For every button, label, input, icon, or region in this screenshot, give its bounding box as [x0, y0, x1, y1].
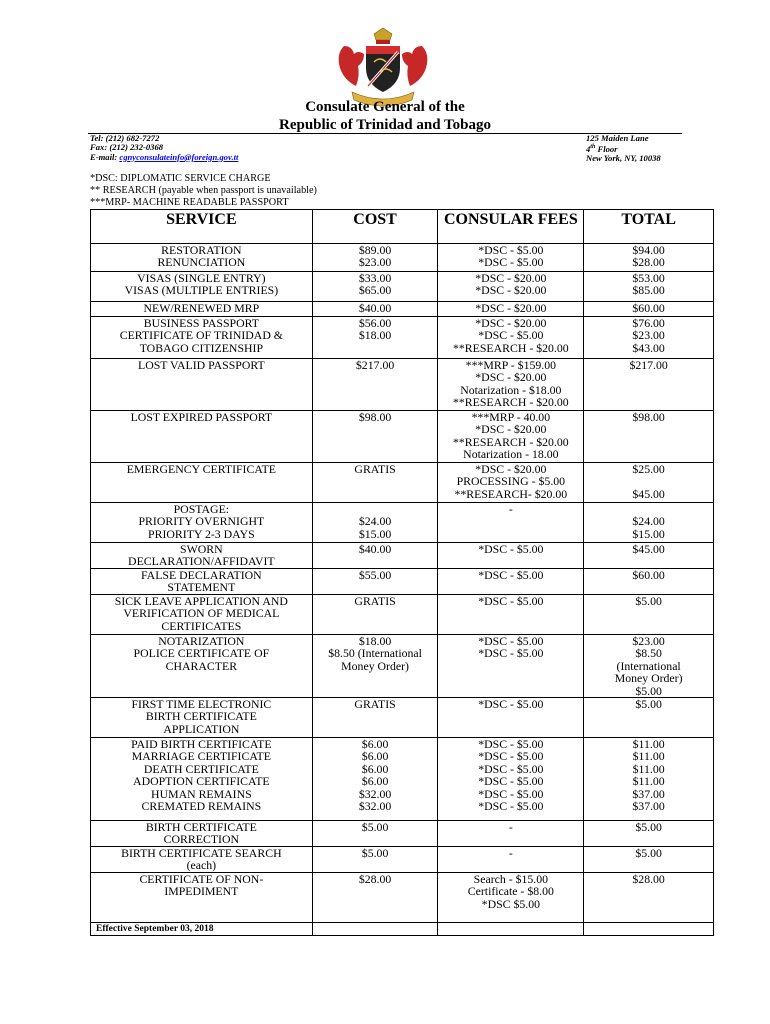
cost-cell: $5.00: [312, 847, 438, 873]
consular-fee-cell: *DSC - $20.00 PROCESSING - $5.00 **RESEARCH- $20.00: [438, 463, 584, 503]
consular-fee-cell: *DSC - $20.00 *DSC - $20.00: [438, 272, 584, 302]
service-cell: SICK LEAVE APPLICATION AND VERIFICATION OF MEDICAL CERTIFICATES: [91, 595, 313, 635]
note-mrp: ***MRP- MACHINE READABLE PASSPORT: [90, 196, 289, 208]
address-block: [586, 134, 661, 164]
email-line: [90, 153, 238, 162]
total-cell: $60.00: [584, 569, 714, 595]
email-label: E-mail:: [90, 151, 118, 162]
total-cell: $28.00: [584, 873, 714, 923]
cost-cell: $6.00 $6.00 $6.00 $6.00 $32.00 $32.00: [312, 738, 438, 821]
total-cell: $94.00 $28.00: [584, 244, 714, 272]
total-cell: $53.00 $85.00: [584, 272, 714, 302]
service-cell: FIRST TIME ELECTRONIC BIRTH CERTIFICATE APPLICATION: [91, 698, 313, 738]
address-line3: New York, NY, 10038: [586, 153, 661, 164]
table-row: [91, 463, 714, 503]
table-row: [91, 698, 714, 738]
consular-fee-cell: *DSC - $5.00 *DSC - $5.00: [438, 244, 584, 272]
consular-fee-cell: *DSC - $5.00: [438, 569, 584, 595]
table-row: [91, 317, 714, 359]
address-line2: 4th Floor: [586, 144, 618, 155]
cost-cell: GRATIS: [312, 698, 438, 738]
abbreviation-notes: [90, 173, 317, 209]
table-footer-row: [91, 923, 714, 936]
consular-fee-cell: *DSC - $5.00: [438, 595, 584, 635]
header-consular-fees: CONSULAR FEES: [438, 210, 584, 244]
service-cell: VISAS (SINGLE ENTRY) VISAS (MULTIPLE ENTRIES): [91, 272, 313, 302]
table-row: [91, 635, 714, 698]
service-cell: SWORN DECLARATION/AFFIDAVIT: [91, 543, 313, 569]
cost-cell: GRATIS: [312, 463, 438, 503]
table-row: [91, 873, 714, 923]
total-cell: $76.00 $23.00 $43.00: [584, 317, 714, 359]
email-link[interactable]: cgnyconsulateinfo@foreign.gov.tt: [119, 151, 239, 162]
service-cell: NOTARIZATION POLICE CERTIFICATE OF CHARACTER: [91, 635, 313, 698]
cost-cell: $217.00: [312, 359, 438, 411]
total-cell: $5.00: [584, 821, 714, 847]
cost-cell: $33.00 $65.00: [312, 272, 438, 302]
consular-fee-cell: *DSC - $5.00: [438, 698, 584, 738]
service-cell: BUSINESS PASSPORT CERTIFICATE OF TRINIDAD & TOBAGO CITIZENSHIP: [91, 317, 313, 359]
total-cell: $60.00: [584, 302, 714, 317]
total-cell: $24.00 $15.00: [584, 503, 714, 543]
consular-fee-cell: *DSC - $5.00 *DSC - $5.00: [438, 635, 584, 698]
table-header-row: [91, 210, 714, 244]
table-row: [91, 411, 714, 463]
table-row: [91, 244, 714, 272]
cost-cell: $55.00: [312, 569, 438, 595]
service-cell: LOST VALID PASSPORT: [91, 359, 313, 411]
document-title-line1: Consulate General of the: [305, 99, 465, 115]
table-row: [91, 847, 714, 873]
total-cell: $23.00 $8.50 (International Money Order) $5.00: [584, 635, 714, 698]
total-cell: $5.00: [584, 595, 714, 635]
table-row: [91, 569, 714, 595]
fee-schedule-table: [90, 209, 714, 936]
cost-cell: $40.00: [312, 302, 438, 317]
total-cell: $45.00: [584, 543, 714, 569]
total-cell: $217.00: [584, 359, 714, 411]
consular-fee-cell: ***MRP - 40.00 *DSC - $20.00 **RESEARCH - $20.00 Notarization - 18.00: [438, 411, 584, 463]
note-dsc: *DSC: DIPLOMATIC SERVICE CHARGE: [90, 173, 271, 184]
service-cell: LOST EXPIRED PASSPORT: [91, 411, 313, 463]
cost-cell: $18.00 $8.50 (International Money Order): [312, 635, 438, 698]
service-cell: PAID BIRTH CERTIFICATE MARRIAGE CERTIFICATE DEATH CERTIFICATE ADOPTION CERTIFICATE HUMAN REMAINS CREMATED REMAINS: [91, 738, 313, 821]
service-cell: POSTAGE: PRIORITY OVERNIGHT PRIORITY 2-3 DAYS: [91, 503, 313, 543]
consular-fee-cell: *DSC - $5.00 *DSC - $5.00 *DSC - $5.00 *DSC - $5.00 *DSC - $5.00 *DSC - $5.00: [438, 738, 584, 821]
consular-fee-cell: *DSC - $20.00 *DSC - $5.00 **RESEARCH - $20.00: [438, 317, 584, 359]
cost-cell: $40.00: [312, 543, 438, 569]
cost-cell: $98.00: [312, 411, 438, 463]
table-row: [91, 738, 714, 821]
table-row: [91, 595, 714, 635]
service-cell: FALSE DECLARATION STATEMENT: [91, 569, 313, 595]
table-row: [91, 302, 714, 317]
contact-block: [90, 134, 238, 162]
header-service: SERVICE: [91, 210, 313, 244]
consular-fee-cell: -: [438, 821, 584, 847]
consular-fee-cell: *DSC - $5.00: [438, 543, 584, 569]
header-total: TOTAL: [584, 210, 714, 244]
consular-fee-cell: ***MRP - $159.00 *DSC - $20.00 Notarization - $18.00 **RESEARCH - $20.00: [438, 359, 584, 411]
telephone: Tel: (212) 682-7272: [90, 133, 160, 143]
cost-cell: $5.00: [312, 821, 438, 847]
total-cell: $5.00: [584, 698, 714, 738]
effective-date: Effective September 03, 2018: [91, 923, 313, 936]
total-cell: $11.00 $11.00 $11.00 $11.00 $37.00 $37.00: [584, 738, 714, 821]
table-row: [91, 543, 714, 569]
service-cell: BIRTH CERTIFICATE CORRECTION: [91, 821, 313, 847]
total-cell: $98.00: [584, 411, 714, 463]
consular-fee-cell: -: [438, 503, 584, 543]
cost-cell: $24.00 $15.00: [312, 503, 438, 543]
service-cell: CERTIFICATE OF NON- IMPEDIMENT: [91, 873, 313, 923]
total-cell: $25.00 $45.00: [584, 463, 714, 503]
document-title-line2: Republic of Trinidad and Tobago: [278, 117, 492, 133]
service-cell: EMERGENCY CERTIFICATE: [91, 463, 313, 503]
service-cell: RESTORATION RENUNCIATION: [91, 244, 313, 272]
coat-of-arms-image: [330, 28, 436, 106]
header-cost: COST: [312, 210, 438, 244]
table-row: [91, 503, 714, 543]
cost-cell: GRATIS: [312, 595, 438, 635]
consular-fee-cell: *DSC - $20.00: [438, 302, 584, 317]
table-row: [91, 359, 714, 411]
service-cell: NEW/RENEWED MRP: [91, 302, 313, 317]
consular-fee-cell: Search - $15.00 Certificate - $8.00 *DSC $5.00: [438, 873, 584, 923]
cost-cell: $89.00 $23.00: [312, 244, 438, 272]
cost-cell: $56.00 $18.00: [312, 317, 438, 359]
address-line1: 125 Maiden Lane: [586, 133, 649, 143]
table-row: [91, 272, 714, 302]
consular-fee-cell: -: [438, 847, 584, 873]
note-research: ** RESEARCH (payable when passport is unavailable): [90, 184, 317, 196]
table-row: [91, 821, 714, 847]
fax: Fax: (212) 232-0368: [90, 142, 164, 153]
service-cell: BIRTH CERTIFICATE SEARCH (each): [91, 847, 313, 873]
cost-cell: $28.00: [312, 873, 438, 923]
total-cell: $5.00: [584, 847, 714, 873]
